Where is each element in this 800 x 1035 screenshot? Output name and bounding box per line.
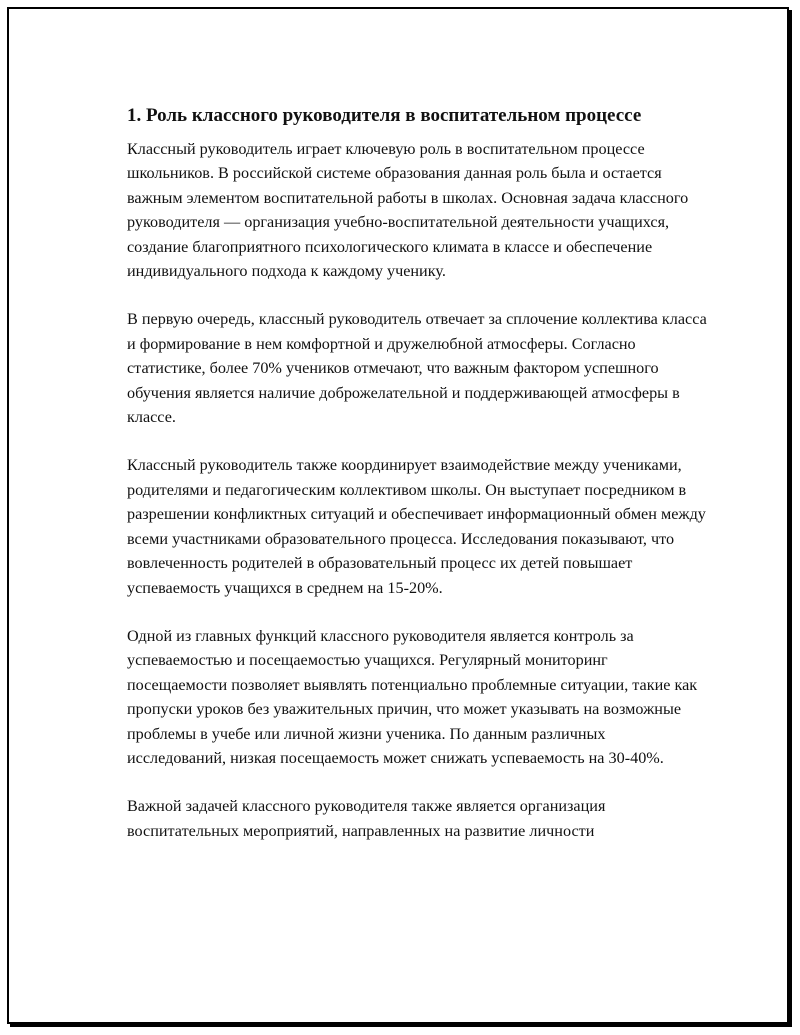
document-body	[127, 102, 707, 867]
paragraph-3: Классный руководитель также координирует взаимодействие между учениками, родителями и педагогическим коллективом школы. Он выступает посредником в разрешении конфликтных ситуаций и обеспечивает информационный обмен между всеми участниками образовательного процесса. Исследования показывают, что вовлеченность родителей в образовательный процесс их детей повышает успеваемость учащихся в среднем на 15-20%.	[127, 456, 706, 597]
paragraph-1: Классный руководитель играет ключевую роль в воспитательном процессе школьников. В российской системе образования данная роль была и остается важным элементом воспитательной работы в школах. Основная задача классного руководителя — организация учебно-воспитательной деятельности учащихся, создание благоприятного психологического климата в классе и обеспечение индивидуального подхода к каждому ученику.	[127, 140, 689, 281]
section-title: 1. Роль классного руководителя в воспитательном процессе	[127, 105, 642, 126]
page	[7, 7, 789, 1024]
paragraph-2: В первую очередь, классный руководитель отвечает за сплочение коллектива класса и формирование в нем комфортной и дружелюбной атмосферы. Согласно статистике, более 70% учеников отмечают, что важным фактором успешного обучения является наличие доброжелательной и поддерживающей атмосферы в классе.	[127, 310, 707, 427]
paragraph-4: Одной из главных функций классного руководителя является контроль за успеваемостью и посещаемостью учащихся. Регулярный мониторинг посещаемости позволяет выявлять потенциально проблемные ситуации, такие как пропуски уроков без уважительных причин, что может указывать на возможные проблемы в учебе или личной жизни ученика. По данным различных исследований, низкая посещаемость может снижать успеваемость на 30-40%.	[127, 626, 698, 767]
paragraph-5: Важной задачей классного руководителя также является организация воспитательных мероприятий, направленных на развитие личности	[127, 797, 606, 840]
